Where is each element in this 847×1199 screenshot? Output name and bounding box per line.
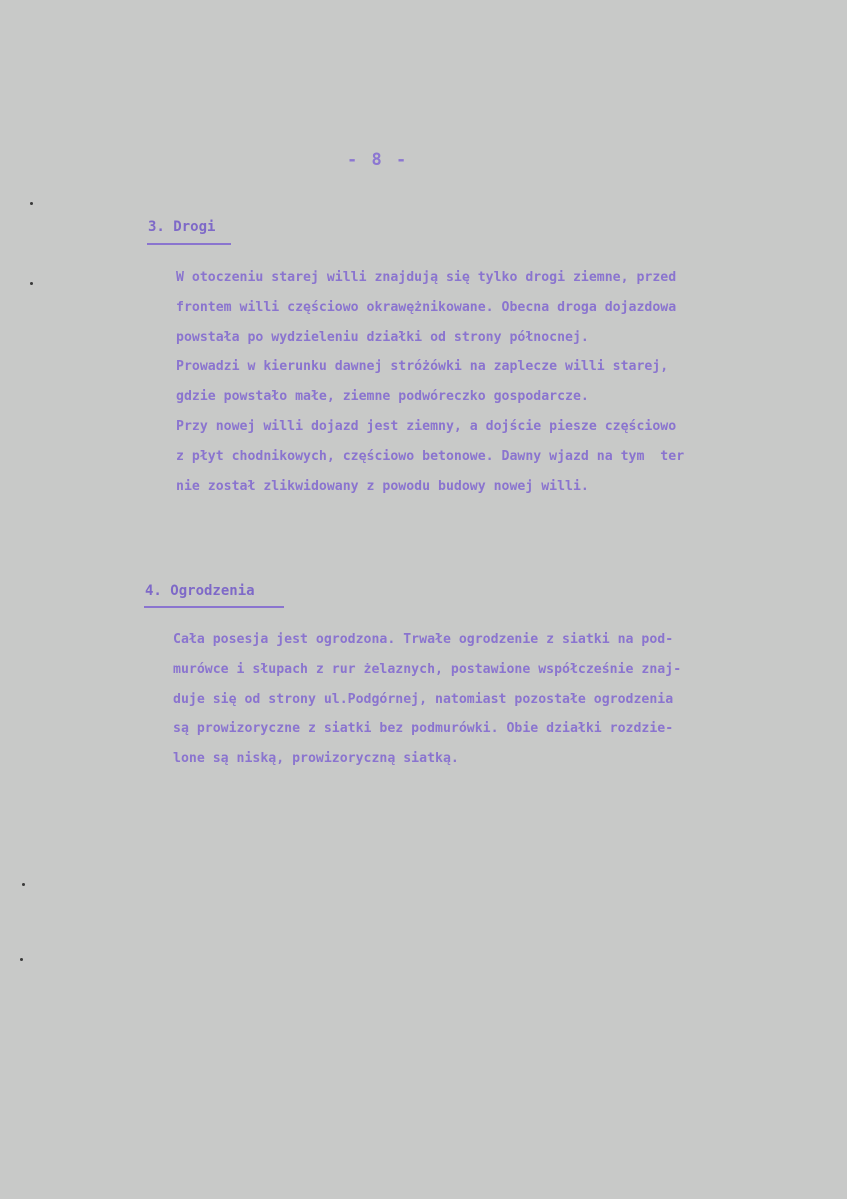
text-line: Przy nowej willi dojazd jest ziemny, a dojście piesze częściowo xyxy=(176,418,677,434)
text-line: murówce i słupach z rur żelaznych, postawione współcześnie znaj- xyxy=(173,661,682,677)
text-line: frontem willi częściowo okrawężnikowane. Obecna droga dojazdowa xyxy=(176,299,677,315)
heading-underline xyxy=(147,243,231,245)
section-heading-ogrodzenia: 4. Ogrodzenia xyxy=(145,583,255,599)
text-line: Prowadzi w kierunku dawnej stróżówki na zaplecze willi starej, xyxy=(176,359,669,375)
margin-mark xyxy=(22,883,25,886)
heading-underline xyxy=(144,606,284,608)
page-number: - 8 - xyxy=(347,150,409,170)
margin-mark xyxy=(30,202,33,205)
text-line: Cała posesja jest ogrodzona. Trwałe ogrodzenie z siatki na pod- xyxy=(173,632,674,647)
text-line: gdzie powstało małe, ziemne podwóreczko gospodarcze. xyxy=(176,389,589,405)
text-line: lone są niską, prowizoryczną siatką. xyxy=(173,751,459,767)
text-line: powstała po wydzieleniu działki od strony północnej. xyxy=(176,329,589,345)
text-line: duje się od strony ul.Podgórnej, natomiast pozostałe ogrodzenia xyxy=(173,691,674,707)
margin-mark xyxy=(20,958,23,961)
text-line: są prowizoryczne z siatki bez podmurówki. Obie działki rozdzie- xyxy=(173,721,674,737)
text-line: z płyt chodnikowych, częściowo betonowe. Dawny wjazd na tym ter xyxy=(176,448,685,464)
text-line: W otoczeniu starej willi znajdują się tylko drogi ziemne, przed xyxy=(176,270,677,285)
section-body-ogrodzenia xyxy=(173,625,681,774)
margin-mark xyxy=(30,282,33,285)
section-body-drogi xyxy=(176,263,684,501)
section-heading-drogi: 3. Drogi xyxy=(148,219,216,235)
text-line: nie został zlikwidowany z powodu budowy nowej willi. xyxy=(176,478,589,494)
